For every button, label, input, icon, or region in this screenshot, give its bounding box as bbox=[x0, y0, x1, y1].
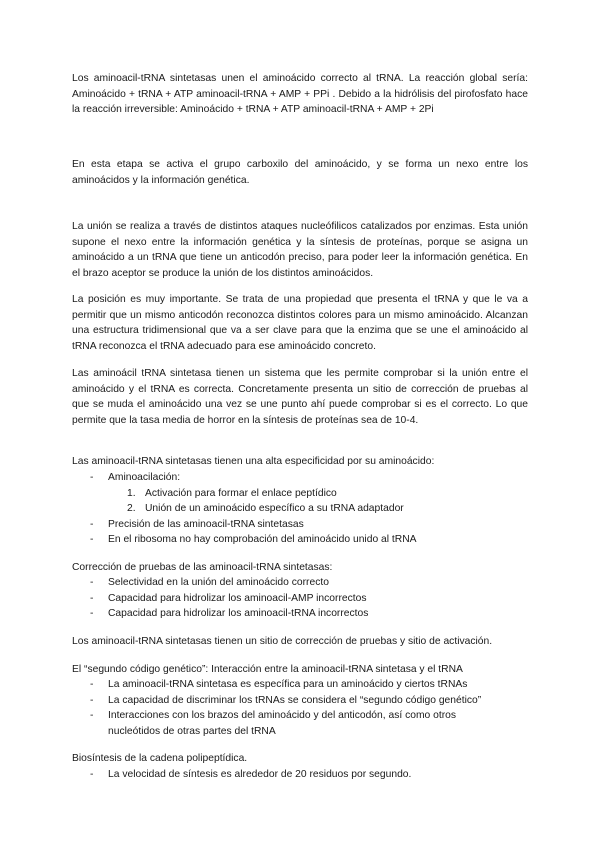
list-dash: - bbox=[90, 710, 94, 721]
list-item: Unión de un aminoácido específico a su tRNA adaptador bbox=[145, 503, 404, 514]
list-item-continuation: nucleótidos de otras partes del tRNA bbox=[108, 726, 276, 737]
list-item: Capacidad para hidrolizar los aminoacil-tRNA incorrectos bbox=[108, 608, 369, 619]
list-dash: - bbox=[90, 695, 94, 706]
paragraph-union: La unión se realiza a través de distintos ataques nucleófilicos catalizados por enzimas. Esta unión supone el nexo entre la información genética y la síntesis de proteínas, porque se asigna un aminoácido a un tRNA que tiene un anticodón preciso, para poder leer la información genética. En el brazo aceptor se produce la unión de los distintos aminoácidos. bbox=[72, 221, 528, 279]
list-number: 1. bbox=[127, 488, 136, 499]
paragraph-position: La posición es muy importante. Se trata de una propiedad que presenta el tRNA y que le va a permitir que un mismo anticodón reconozca distintos colores para un mismo aminoácido. Alcanzan una estructura tridimensional que va a ser clave para que la enzima que se une el aminoácido al tRNA reconozca el tRNA adecuado para ese aminoácido concreto. bbox=[72, 294, 528, 352]
list-dash: - bbox=[90, 679, 94, 690]
list-item: La aminoacil-tRNA sintetasa es específica para un aminoácido y ciertos tRNAs bbox=[108, 679, 468, 690]
list-dash: - bbox=[90, 577, 94, 588]
list-dash: - bbox=[90, 519, 94, 530]
list-item: Aminoacilación: bbox=[108, 472, 181, 483]
list-item: La velocidad de síntesis es alrededor de 20 residuos por segundo. bbox=[108, 769, 412, 780]
list-dash: - bbox=[90, 769, 94, 780]
list-item: Selectividad en la unión del aminoácido correcto bbox=[108, 577, 329, 588]
list-item: En el ribosoma no hay comprobación del aminoácido unido al tRNA bbox=[108, 534, 417, 545]
list-item: Activación para formar el enlace peptídico bbox=[145, 488, 337, 499]
list-item: La capacidad de discriminar los tRNAs se considera el “segundo código genético” bbox=[108, 695, 482, 706]
list-item: Capacidad para hidrolizar los aminoacil-AMP incorrectos bbox=[108, 593, 367, 604]
paragraph-activation: En esta etapa se activa el grupo carboxilo del aminoácido, y se forma un nexo entre los aminoácidos y la información genética. bbox=[72, 159, 528, 186]
paragraph-reaction: Los aminoacil-tRNA sintetasas unen el aminoácido correcto al tRNA. La reacción global sería: Aminoácido + tRNA + ATP aminoacil-tRNA + AMP + PPi . Debido a la hidrólisis del pirofosfato hace la reacción irreversible: Aminoácido + tRNA + ATP aminoacil-tRNA + AMP + 2Pi bbox=[72, 73, 528, 116]
list-dash: - bbox=[90, 608, 94, 619]
list-number: 2. bbox=[127, 503, 136, 514]
list-second-code-intro: El “segundo código genético”: Interacción entre la aminoacil-tRNA sintetasa y el tRNA bbox=[72, 664, 463, 675]
list-item: Interacciones con los brazos del aminoácido y del anticodón, así como otros bbox=[108, 710, 456, 721]
list-dash: - bbox=[90, 534, 94, 545]
list-dash: - bbox=[90, 472, 94, 483]
list-dash: - bbox=[90, 593, 94, 604]
paragraph-proofreading: Las aminoácil tRNA sintetasa tienen un sistema que les permite comprobar si la unión entre el aminoácido y el tRNA es correcta. Concretamente presenta un sitio de corrección de pruebas al que se muda el aminoácido una vez se une punto ahí puede comprobar si es el correcto. Lo que permite que la tasa media de horror en la síntesis de proteínas sea de 10-4. bbox=[72, 368, 528, 426]
paragraph-active-site: Los aminoacil-tRNA sintetasas tienen un sitio de corrección de pruebas y sitio de activación. bbox=[72, 636, 493, 647]
list-correction-intro: Corrección de pruebas de las aminoacil-tRNA sintetasas: bbox=[72, 562, 333, 573]
list-item: Precisión de las aminoacil-tRNA sintetasas bbox=[108, 519, 304, 530]
list-specificity-intro: Las aminoacil-tRNA sintetasas tienen una alta especificidad por su aminoácido: bbox=[72, 456, 435, 467]
list-biosynthesis-intro: Biosíntesis de la cadena polipeptídica. bbox=[72, 753, 248, 764]
